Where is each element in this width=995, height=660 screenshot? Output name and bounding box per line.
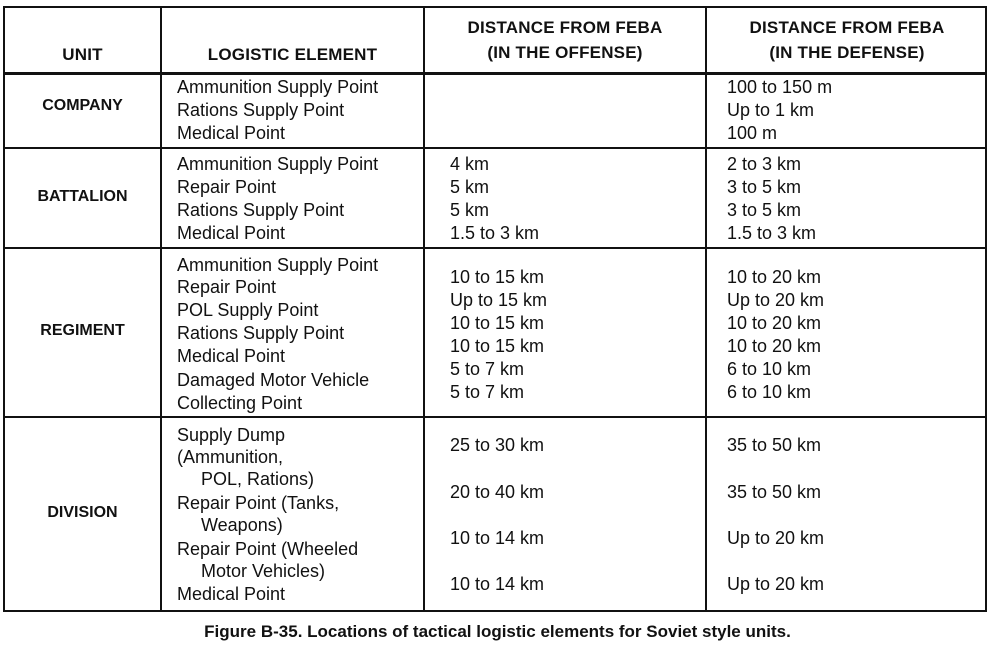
table-cell: 6 to 10 km: [727, 382, 812, 402]
table-cell: Up to 20 km: [727, 574, 825, 594]
header-logistic-element: LOGISTIC ELEMENT: [207, 45, 378, 64]
row-divider: [5, 247, 985, 249]
table-cell: Repair Point: [177, 277, 277, 297]
table-cell: Ammunition Supply Point: [177, 255, 379, 275]
unit-battalion: BATTALION: [37, 188, 128, 205]
table-cell: Collecting Point: [177, 393, 303, 413]
table-cell: Rations Supply Point: [177, 200, 345, 220]
table-cell: 10 to 15 km: [450, 267, 545, 287]
table-cell: 5 km: [450, 177, 490, 197]
table-cell: (Ammunition,: [177, 447, 284, 467]
table-cell: Weapons): [201, 515, 283, 535]
table-cell: 25 to 30 km: [450, 435, 545, 455]
unit-division: DIVISION: [47, 504, 118, 521]
unit-company: COMPANY: [42, 97, 123, 114]
table-cell: Ammunition Supply Point: [177, 77, 379, 97]
table-cell: Repair Point (Wheeled: [177, 539, 359, 559]
table-cell: 5 km: [450, 200, 490, 220]
table-cell: Up to 20 km: [727, 290, 825, 310]
table-cell: Repair Point (Tanks,: [177, 493, 340, 513]
table-cell: POL Supply Point: [177, 300, 319, 320]
table-cell: 3 to 5 km: [727, 177, 802, 197]
table-cell: Up to 15 km: [450, 290, 548, 310]
table-cell: Repair Point: [177, 177, 277, 197]
header-offense-line2: (IN THE OFFENSE): [487, 43, 643, 62]
table-cell: 5 to 7 km: [450, 359, 525, 379]
logistics-table: [3, 6, 987, 612]
table-cell: Medical Point: [177, 223, 286, 243]
table-cell: 5 to 7 km: [450, 382, 525, 402]
table-cell: 1.5 to 3 km: [727, 223, 817, 243]
table-cell: 10 to 20 km: [727, 336, 822, 356]
column-divider: [423, 8, 425, 610]
table-cell: Ammunition Supply Point: [177, 154, 379, 174]
table-cell: 10 to 14 km: [450, 574, 545, 594]
table-cell: Medical Point: [177, 346, 286, 366]
table-cell: Rations Supply Point: [177, 323, 345, 343]
table-cell: 35 to 50 km: [727, 435, 822, 455]
table-cell: 35 to 50 km: [727, 482, 822, 502]
table-cell: Up to 1 km: [727, 100, 815, 120]
row-divider: [5, 416, 985, 418]
header-divider: [5, 72, 985, 75]
table-cell: 10 to 20 km: [727, 313, 822, 333]
table-cell: Supply Dump: [177, 425, 286, 445]
figure-caption: Figure B-35. Locations of tactical logistic elements for Soviet style units.: [204, 622, 791, 641]
header-unit: UNIT: [62, 45, 103, 64]
table-cell: POL, Rations): [201, 469, 315, 489]
column-divider: [705, 8, 707, 610]
column-divider: [160, 8, 162, 610]
table-cell: 100 to 150 m: [727, 77, 833, 97]
table-cell: Medical Point: [177, 584, 286, 604]
table-cell: 10 to 20 km: [727, 267, 822, 287]
table-cell: 10 to 14 km: [450, 528, 545, 548]
table-cell: Medical Point: [177, 123, 286, 143]
row-divider: [5, 147, 985, 149]
table-cell: Damaged Motor Vehicle: [177, 370, 370, 390]
table-cell: 4 km: [450, 154, 490, 174]
table-cell: 100 m: [727, 123, 778, 143]
table-cell: 10 to 15 km: [450, 336, 545, 356]
table-cell: 1.5 to 3 km: [450, 223, 540, 243]
table-cell: 10 to 15 km: [450, 313, 545, 333]
table-cell: Motor Vehicles): [201, 561, 326, 581]
header-defense-line2: (IN THE DEFENSE): [769, 43, 925, 62]
table-cell: Up to 20 km: [727, 528, 825, 548]
table-cell: 3 to 5 km: [727, 200, 802, 220]
table-cell: 20 to 40 km: [450, 482, 545, 502]
table-cell: Rations Supply Point: [177, 100, 345, 120]
unit-regiment: REGIMENT: [40, 322, 125, 339]
table-cell: 6 to 10 km: [727, 359, 812, 379]
table-cell: 2 to 3 km: [727, 154, 802, 174]
header-defense-line1: DISTANCE FROM FEBA: [749, 18, 945, 37]
header-offense-line1: DISTANCE FROM FEBA: [467, 18, 663, 37]
